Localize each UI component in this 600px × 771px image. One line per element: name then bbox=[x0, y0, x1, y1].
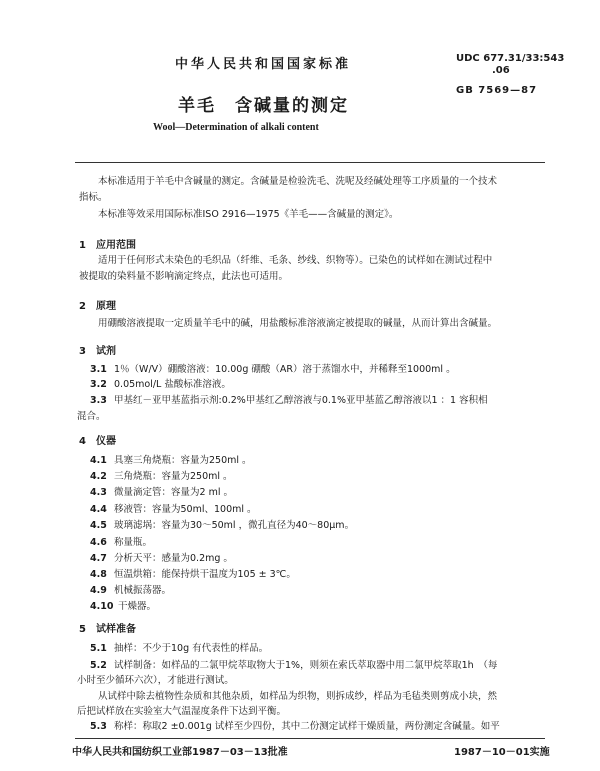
standard-title: 中华人民共和国国家标准 bbox=[175, 57, 352, 72]
udc-line1: UDC 677.31/33:543 bbox=[456, 53, 565, 64]
title-zh: 羊毛 含碱量的测定 bbox=[178, 96, 349, 116]
intro-p1-line2: 指标。 bbox=[79, 192, 108, 203]
section-5-item-3 bbox=[90, 719, 500, 735]
item-number: 5.1 bbox=[90, 643, 107, 654]
section-5-item-2-cont: 小时至少循环六次），才能进行测试。 bbox=[77, 675, 234, 686]
item-number: 5.2 bbox=[90, 660, 107, 671]
item-number: 4.3 bbox=[90, 487, 107, 498]
section-4-item-1 bbox=[90, 453, 252, 469]
intro-p1-line1: 本标准适用于羊毛中含碱量的测定。含碱量是检验洗毛、洗呢及经碱处理等工序质量的一个技术 bbox=[98, 176, 498, 187]
gb-number: GB 7569—87 bbox=[456, 85, 538, 96]
item-text: 具塞三角烧瓶：容量为250ml 。 bbox=[114, 455, 252, 466]
item-text: 玻璃滤埚：容量为30～50ml ，微孔直径为40～80μm。 bbox=[114, 520, 355, 531]
item-text: 微量滴定管：容量为2 ml 。 bbox=[114, 487, 233, 498]
item-text: 0.05mol/L 盐酸标准溶液。 bbox=[114, 379, 231, 390]
item-text: 干燥器。 bbox=[118, 601, 157, 612]
section-4-item-3 bbox=[90, 485, 233, 501]
item-text: 机械振荡器。 bbox=[114, 585, 172, 596]
section-5-item-2 bbox=[90, 658, 497, 674]
item-number: 5.3 bbox=[90, 721, 107, 732]
item-text: 分析天平：感量为0.2mg 。 bbox=[114, 553, 233, 564]
section-5-para-line1: 从试样中除去植物性杂质和其他杂质，如样品为织物，则拆成纱，样品为毛毡类则剪成小块，然 bbox=[98, 691, 498, 702]
item-number: 4.9 bbox=[90, 585, 107, 596]
section-2-heading: 2 原理 bbox=[79, 301, 116, 312]
item-number: 3.2 bbox=[90, 379, 107, 390]
section-4-item-4 bbox=[90, 502, 257, 518]
item-number: 4.4 bbox=[90, 504, 107, 515]
section-5-item-1 bbox=[90, 641, 268, 657]
item-number: 4.1 bbox=[90, 455, 107, 466]
title-en: Wool—Determination of alkali content bbox=[153, 122, 319, 133]
section-3-item-3 bbox=[90, 393, 488, 409]
approval-note: 中华人民共和国纺织工业部1987－03－13批准 bbox=[72, 747, 288, 758]
item-number: 4.8 bbox=[90, 569, 107, 580]
section-4-item-9 bbox=[90, 583, 171, 599]
item-number: 4.10 bbox=[90, 601, 114, 612]
item-text: 称样：称取2 ±0.001g 试样至少四份，其中二份测定试样干燥质量，两份测定含碱量。如平 bbox=[114, 721, 500, 732]
section-3-item-3-cont: 混合。 bbox=[77, 411, 106, 422]
intro-p2: 本标准等效采用国际标准ISO 2916—1975《羊毛——含碱量的测定》。 bbox=[98, 209, 399, 220]
section-3-item-2 bbox=[90, 377, 231, 393]
section-4-item-10 bbox=[90, 599, 156, 615]
item-number: 4.5 bbox=[90, 520, 107, 531]
section-3-heading: 3 试剂 bbox=[79, 346, 116, 357]
item-number: 4.7 bbox=[90, 553, 107, 564]
udc-code bbox=[456, 53, 564, 77]
item-text: 移液管：容量为50ml、100ml 。 bbox=[114, 504, 257, 515]
item-text: 三角烧瓶：容量为250ml 。 bbox=[114, 471, 233, 482]
section-4-item-8 bbox=[90, 567, 296, 583]
section-4-item-7 bbox=[90, 551, 233, 567]
section-5-para-line2: 后把试样放在实验室大气温湿度条件下达到平衡。 bbox=[77, 706, 287, 717]
item-text: 甲基红－亚甲基蓝指示剂:0.2%甲基红乙醇溶液与0.1%亚甲基蓝乙醇溶液以1 ：1 容积相 bbox=[114, 395, 488, 406]
section-4-item-6 bbox=[90, 535, 152, 551]
section-1-heading: 1 应用范围 bbox=[79, 240, 136, 251]
item-text: 恒温烘箱：能保持烘干温度为105 ± 3℃。 bbox=[114, 569, 296, 580]
item-number: 3.1 bbox=[90, 364, 107, 375]
item-text: 1％（W/V）硼酸溶液：10.00g 硼酸（AR）溶于蒸馏水中，并稀释至1000ml 。 bbox=[114, 364, 456, 375]
implementation-date: 1987－10－01实施 bbox=[454, 747, 550, 758]
item-number: 3.3 bbox=[90, 395, 107, 406]
item-text: 称量瓶。 bbox=[114, 537, 153, 548]
section-4-item-2 bbox=[90, 469, 233, 485]
section-1-line1: 适用于任何形式未染色的毛织品（纤维、毛条、纱线、织物等）。已染色的试样如在测试过程中 bbox=[98, 255, 493, 266]
item-text: 抽样：不少于10g 有代表性的样品。 bbox=[114, 643, 269, 654]
section-2-line1: 用硼酸溶液提取一定质量羊毛中的碱，用盐酸标准溶液滴定被提取的碱量，从而计算出含碱量。 bbox=[98, 318, 498, 329]
item-text: 试样制备：如样品的二氯甲烷萃取物大于1%，则须在索氏萃取器中用二氯甲烷萃取1h （每 bbox=[114, 660, 498, 671]
item-number: 4.6 bbox=[90, 537, 107, 548]
header-divider bbox=[75, 162, 545, 163]
section-4-item-5 bbox=[90, 518, 354, 534]
section-5-heading: 5 试样准备 bbox=[79, 624, 136, 635]
section-1-line2: 被提取的染料量不影响滴定终点，此法也可适用。 bbox=[79, 271, 289, 282]
udc-line2: .06 bbox=[492, 65, 510, 76]
item-number: 4.2 bbox=[90, 471, 107, 482]
section-4-heading: 4 仪器 bbox=[79, 436, 116, 447]
section-3-item-1 bbox=[90, 362, 456, 378]
footer-divider bbox=[75, 738, 545, 739]
